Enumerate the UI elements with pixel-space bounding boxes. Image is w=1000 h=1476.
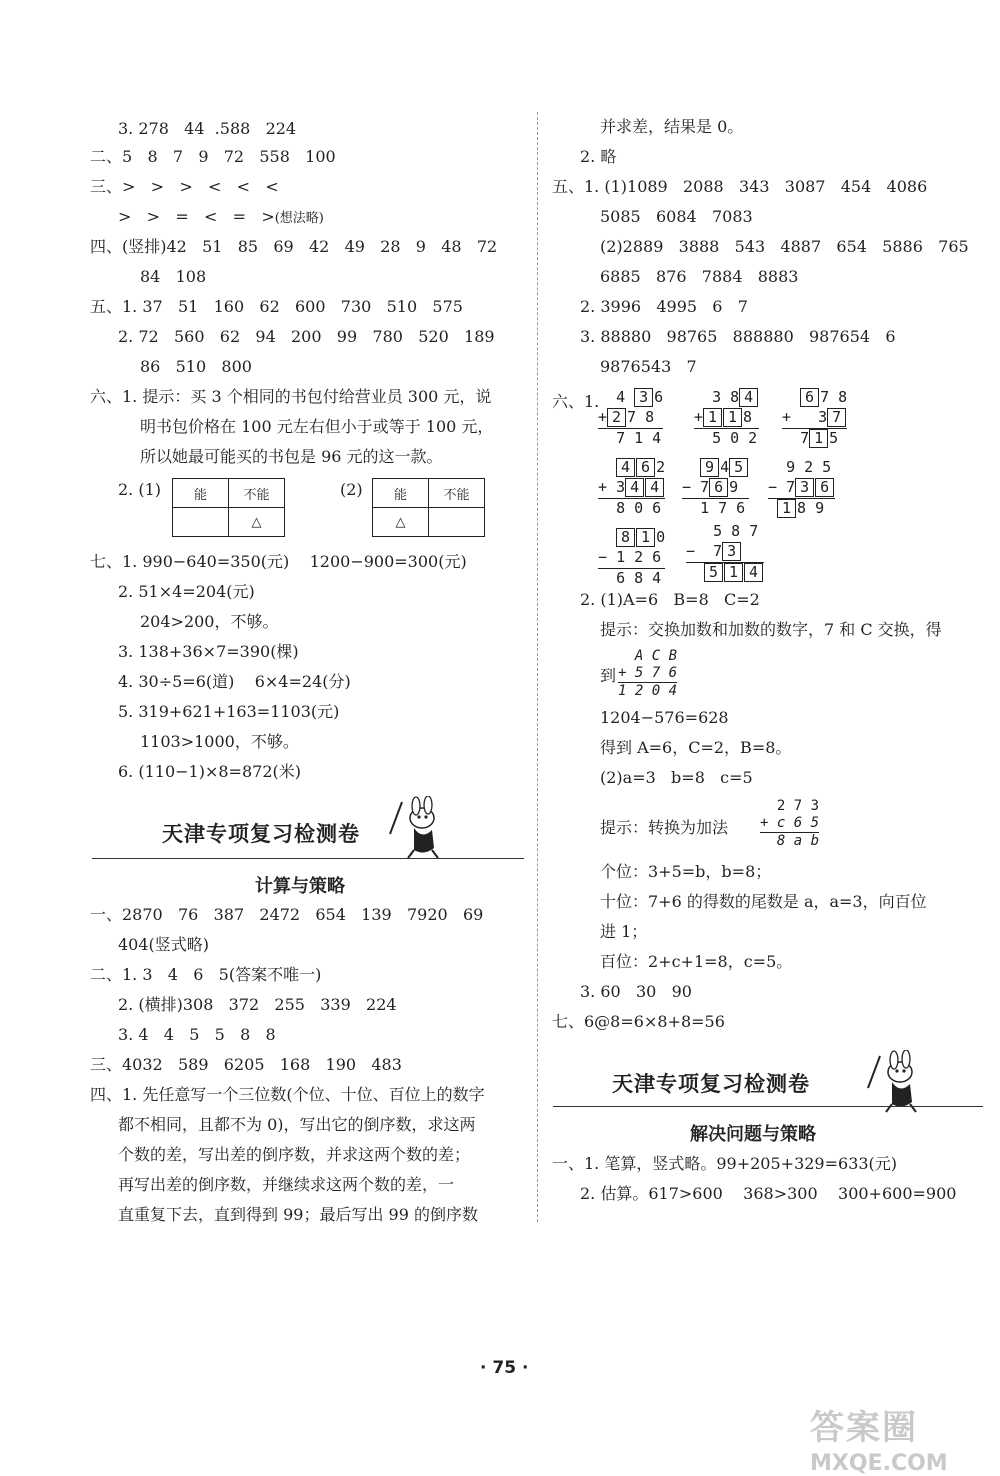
- table-cell: [173, 508, 229, 537]
- answer-line: 七、1. 990−640=350(元) 1200−900=300(元): [90, 552, 467, 571]
- mascot-icon: [858, 1050, 928, 1114]
- watermark: [810, 1400, 948, 1476]
- answer-table-2: [372, 478, 485, 537]
- answer-line: 3. 4 4 5 5 8 8: [118, 1025, 276, 1044]
- digit-puzzle-8: 5 8 7 − 7 3 5 1 4: [686, 522, 764, 583]
- answer-line: 5085 6084 7083: [600, 207, 753, 226]
- answer-line: 86 510 800: [140, 357, 252, 376]
- answer-line: 提示：交换加数和加数的数字，7 和 C 交换，得: [600, 620, 942, 639]
- answer-line: 404(竖式略): [118, 935, 210, 954]
- answer-line: 2. (1)A=6 B=8 C=2: [580, 590, 760, 609]
- divider: [553, 1106, 983, 1107]
- answer-line: 9876543 7: [600, 357, 697, 376]
- answer-line: 6. (110−1)×8=872(米): [118, 762, 301, 781]
- answer-line: 84 108: [140, 267, 207, 286]
- answer-line: 六、1.: [552, 392, 600, 411]
- answer-line: 进 1；: [600, 922, 648, 941]
- answer-line: 二、5 8 7 9 72 558 100: [90, 147, 336, 166]
- answer-line: 3. 88880 98765 888880 987654 6: [580, 327, 896, 346]
- answer-text: > > = < = >: [118, 207, 275, 226]
- answer-line: (2): [340, 480, 363, 499]
- answer-line: 2. 略: [580, 147, 617, 166]
- answer-line: 都不相同，且都不为 0)，写出它的倒序数，求这两: [118, 1115, 476, 1134]
- answer-line: 三、4032 589 6205 168 190 483: [90, 1055, 402, 1074]
- answer-line: 再写出差的倒序数，并继续求这两个数的差，一: [118, 1175, 455, 1194]
- answer-line: 五、1. 37 51 160 62 600 730 510 575: [90, 297, 463, 316]
- answer-line: [118, 207, 324, 229]
- answer-line: 3. 60 30 90: [580, 982, 692, 1001]
- abc-addition: A C B + 5 7 6 1 2 0 4: [618, 648, 678, 699]
- triangle-mark: △: [229, 508, 285, 537]
- answer-line: 到: [600, 666, 617, 685]
- answer-line: 三、> > > < < <: [90, 177, 279, 196]
- answer-line: 2. 估算。617>600 368>300 300+600=900: [580, 1184, 957, 1203]
- answer-line: 四、(竖排)42 51 85 69 42 49 28 9 48 72: [90, 237, 498, 256]
- answer-line: 六、1. 提示：买 3 个相同的书包付给营业员 300 元，说: [90, 387, 492, 406]
- answer-line: 七、6@8=6×8+8=56: [552, 1012, 725, 1031]
- answer-line: 百位：2+c+1=8，c=5。: [600, 952, 793, 971]
- section-subtitle: 解决问题与策略: [690, 1124, 816, 1145]
- answer-line: 2. 3996 4995 6 7: [580, 297, 748, 316]
- divider: [92, 858, 524, 859]
- answer-line: 得到 A=6，C=2，B=8。: [600, 738, 792, 757]
- watermark-logo: 答案圈: [810, 1408, 918, 1448]
- table-cell: 不能: [429, 479, 485, 508]
- table-cell: 不能: [229, 479, 285, 508]
- answer-note: (想法略): [274, 211, 324, 226]
- page-number: · 75 ·: [480, 1358, 529, 1378]
- digit-puzzle-4: 4 6 2 + 3 4 4 8 0 6: [598, 458, 666, 517]
- answer-line: (2)2889 3888 543 4887 654 5886 765: [600, 237, 969, 256]
- answer-line: 所以她最可能买的书包是 96 元的这一款。: [140, 447, 443, 466]
- section-header: 天津专项复习检测卷: [612, 1072, 810, 1096]
- digit-puzzle-6: 9 2 5 − 7 3 6 1 8 9: [768, 458, 835, 519]
- answer-line: 2. 72 560 62 94 200 99 780 520 189: [118, 327, 495, 346]
- answer-line: 6885 876 7884 8883: [600, 267, 799, 286]
- triangle-mark: △: [373, 508, 429, 537]
- answer-line: 1103>1000，不够。: [140, 732, 299, 751]
- table-cell: [429, 508, 485, 537]
- answer-line: 3. 138+36×7=390(棵): [118, 642, 299, 661]
- digit-puzzle-7: 8 1 0 − 1 2 6 6 8 4: [598, 528, 666, 587]
- answer-line: (2)a=3 b=8 c=5: [600, 768, 753, 787]
- section-subtitle: 计算与策略: [255, 876, 345, 897]
- answer-line: 明书包价格在 100 元左右但小于或等于 100 元，: [140, 417, 494, 436]
- digit-puzzle-1: 4 3 6 + 2 7 8 7 1 4: [598, 388, 664, 447]
- table-cell: 能: [173, 479, 229, 508]
- answer-line: 5. 319+621+163=1103(元): [118, 702, 340, 721]
- answer-line: 个位：3+5=b，b=8；: [600, 862, 772, 881]
- answer-line: 一、1. 笔算，竖式略。99+205+329=633(元): [552, 1154, 898, 1173]
- answer-line: 五、1. (1)1089 2088 343 3087 454 4086: [552, 177, 928, 196]
- answer-line: 一、2870 76 387 2472 654 139 7920 69: [90, 905, 484, 924]
- answer-line: 个数的差，写出差的倒序数，并求这两个数的差；: [118, 1145, 471, 1164]
- digit-puzzle-3: 6 7 8 + 3 7 7 1 5: [782, 388, 848, 447]
- answer-table-1: [172, 478, 285, 537]
- answer-line: 4. 30÷5=6(道) 6×4=24(分): [118, 672, 351, 691]
- answer-line: 直重复下去，直到得到 99；最后写出 99 的倒序数: [118, 1205, 478, 1224]
- answer-line: 3. 278 44 .588 224: [118, 119, 297, 138]
- answer-line: 并求差，结果是 0。: [600, 117, 744, 136]
- mascot-icon: [380, 796, 450, 860]
- digit-puzzle-5: 9 4 5 − 7 6 9 1 7 6: [682, 458, 749, 519]
- answer-line: 提示：转换为加法: [600, 818, 729, 837]
- digit-puzzle-2: 3 8 4 + 1 1 8 5 0 2: [694, 388, 758, 447]
- answer-line: 204>200，不够。: [140, 612, 279, 631]
- abc-addition-2: 2 7 3 + c 6 5 8 a b: [760, 798, 820, 849]
- watermark-url: MXQE.COM: [810, 1451, 948, 1476]
- table-cell: 能: [373, 479, 429, 508]
- answer-line: 2. 51×4=204(元): [118, 582, 255, 601]
- column-divider: [537, 112, 538, 1222]
- answer-line: 四、1. 先任意写一个三位数(个位、十位、百位上的数字: [90, 1085, 485, 1104]
- answer-line: 2. (1): [118, 480, 162, 499]
- answer-line: 二、1. 3 4 6 5(答案不唯一): [90, 965, 322, 984]
- answer-line: 2. (横排)308 372 255 339 224: [118, 995, 397, 1014]
- answer-line: 十位：7+6 的得数的尾数是 a，a=3，向百位: [600, 892, 927, 911]
- answer-line: 1204−576=628: [600, 708, 729, 727]
- section-header: 天津专项复习检测卷: [162, 822, 360, 846]
